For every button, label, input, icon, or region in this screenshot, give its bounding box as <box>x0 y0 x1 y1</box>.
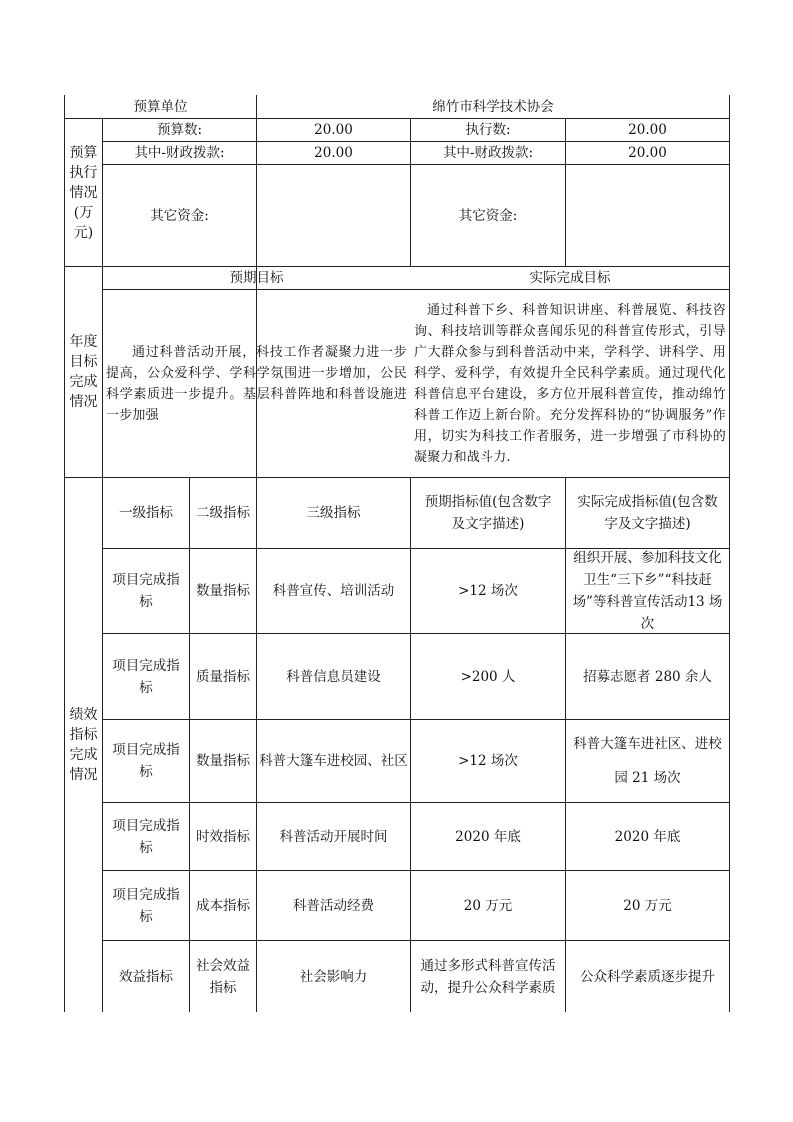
row2-level1: 项目完成指标 <box>112 657 180 696</box>
row1-level2: 数量指标 <box>196 583 250 599</box>
actual-goal-paragraph: 通过科普下乡、科普知识讲座、科普展览、科技咨询、科技培训等群众喜闻乐见的科普宣传形式，引导广大群众参与到科普活动中来，学科学、讲科学、用科学、爱科学，有效提升全民科学素质。通过现代化科普信息平台建设，多方位开展科普宣传，推动绵竹科普工作迈上新台阶。充分发挥科协的“协调服务”作用，切实为科技工作者服务，进一步增强了市科协的凝聚力和战斗力. <box>414 302 726 465</box>
row5-level3: 科普活动经费 <box>293 897 374 914</box>
actual-goal-header: 实际完成目标 <box>529 270 611 286</box>
fiscal-budget-value: 20.00 <box>314 145 353 161</box>
row6-expected: 通过多形式科普宣传活动，提升公众科学素质 <box>420 957 556 996</box>
row4-level2: 时效指标 <box>196 828 250 845</box>
row1-level1: 项目完成指标 <box>112 572 180 610</box>
row4-level3: 科普活动开展时间 <box>279 828 388 845</box>
row3-level2: 数量指标 <box>196 753 250 769</box>
performance-section-label <box>65 478 102 1012</box>
row1-level3: 科普宣传、培训活动 <box>272 583 395 599</box>
fiscal-exec-label: 其中-财政拨款: <box>442 145 534 161</box>
section-label-line: (万 <box>73 204 94 221</box>
row1-expected: >12 场次 <box>458 583 518 599</box>
section-label-line: 情况 <box>69 394 98 410</box>
row5-level1: 项目完成指标 <box>112 886 180 925</box>
row4-expected: 2020 年底 <box>455 828 521 845</box>
fiscal-exec-value: 20.00 <box>628 145 667 161</box>
section-label-line: 情况 <box>69 184 98 201</box>
row3-expected: >12 场次 <box>458 753 518 769</box>
expected-goal-header: 预期目标 <box>229 270 284 286</box>
section-label-line: 预算 <box>69 144 98 161</box>
column-header-expected: 预期指标值(包含数字及文字描述) <box>424 494 552 532</box>
unit-value: 绵竹市科学技术协会 <box>432 98 554 115</box>
section-label-line: 元) <box>73 224 94 241</box>
row2-expected: >200 人 <box>460 668 516 685</box>
budget-amount-value: 20.00 <box>314 122 353 138</box>
section-label-line: 绩效 <box>69 707 98 723</box>
column-header-actual: 实际完成指标值(包含数字及文字描述) <box>577 494 718 532</box>
budget-section-label <box>65 119 102 266</box>
section-label-line: 年度 <box>69 334 98 350</box>
expected-goal-paragraph: 通过科普活动开展，科技工作者凝聚力进一步提高，公众爱科学、学科学氛围进一步增加，公民科学素质进一步提升。基层科普阵地和科普设施进一步加强 <box>106 344 407 423</box>
row3-level1: 项目完成指标 <box>112 742 180 780</box>
row4-actual: 2020 年底 <box>614 828 681 845</box>
section-label-line: 指标 <box>69 727 98 743</box>
fiscal-budget-label: 其中-财政拨款: <box>134 145 225 161</box>
budget-amount-label: 预算数: <box>156 122 203 138</box>
goals-section-label <box>65 267 102 477</box>
column-header-level1: 一级指标 <box>119 505 173 521</box>
other-funds-budget-label: 其它资金: <box>150 207 209 224</box>
actual-goal-text <box>411 290 729 477</box>
section-label-line: 完成 <box>69 374 98 390</box>
row2-level3: 科普信息员建设 <box>286 668 381 685</box>
row6-level2: 社会效益指标 <box>196 957 250 996</box>
exec-amount-label: 执行数: <box>465 122 511 138</box>
row6-level1: 效益指标 <box>119 968 173 985</box>
table-border-right <box>729 95 730 1012</box>
row3-actual: 科普大篷车进社区、进校园 21 场次 <box>573 736 722 786</box>
section-label-line: 情况 <box>69 767 98 783</box>
exec-amount-value: 20.00 <box>628 122 667 138</box>
row2-actual: 招募志愿者 280 余人 <box>583 668 712 685</box>
row2-level2: 质量指标 <box>196 668 250 685</box>
other-funds-exec-label: 其它资金: <box>458 207 518 224</box>
unit-label: 预算单位 <box>133 98 188 115</box>
column-header-level3: 三级指标 <box>306 505 361 521</box>
row3-level3: 科普大篷车进校园、社区 <box>259 753 408 769</box>
section-label-line: 完成 <box>69 747 98 763</box>
expected-goal-text <box>103 290 410 477</box>
row5-expected: 20 万元 <box>463 897 513 914</box>
row6-actual: 公众科学素质逐步提升 <box>580 968 715 985</box>
section-label-line: 执行 <box>69 164 98 181</box>
section-label-line: 目标 <box>69 354 98 370</box>
row1-actual: 组织开展、参加科技文化卫生“三下乡”“科技赶场”等科普宣传活动13 场次 <box>572 550 723 632</box>
row6-level3: 社会影响力 <box>299 968 368 985</box>
row4-level1: 项目完成指标 <box>112 817 180 856</box>
column-header-level2: 二级指标 <box>196 505 250 521</box>
row5-actual: 20 万元 <box>623 897 672 914</box>
row5-level2: 成本指标 <box>196 897 250 914</box>
